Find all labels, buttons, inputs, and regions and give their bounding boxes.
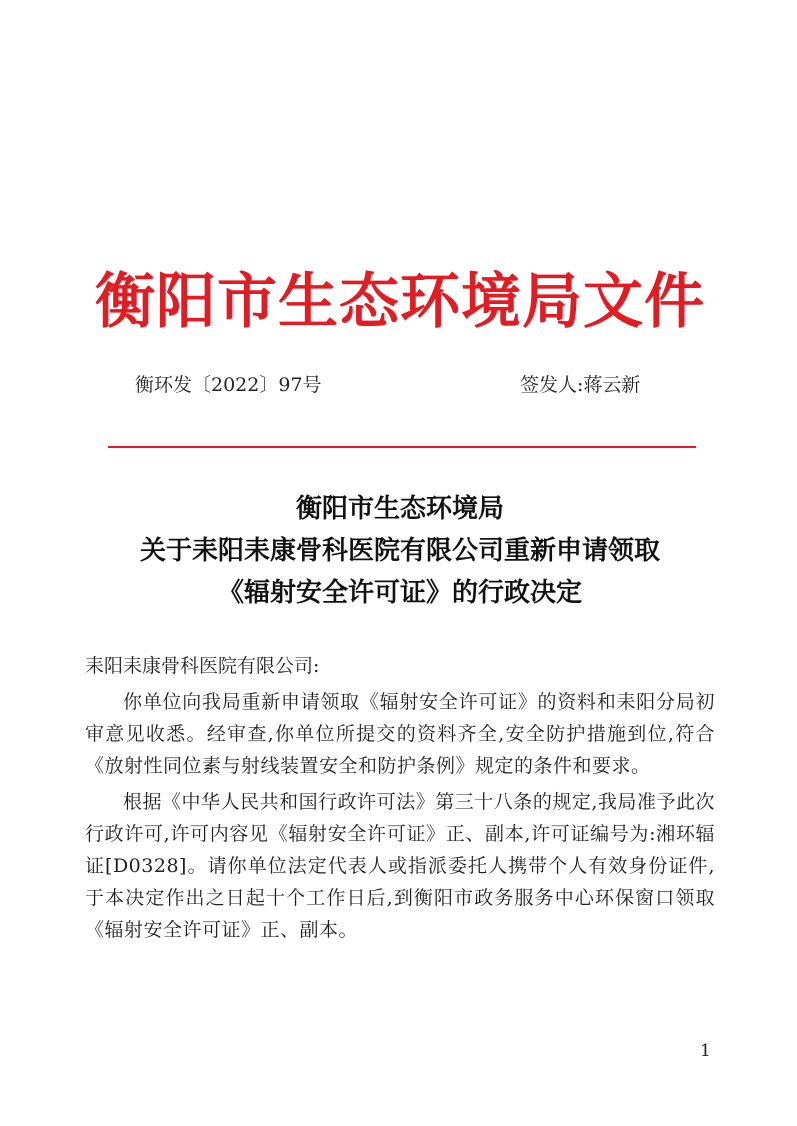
document-number: 衡环发〔2022〕97号 (135, 374, 322, 396)
page-number: 1 (700, 1041, 711, 1061)
paragraph-review: 你单位向我局重新申请领取《辐射安全许可证》的资料和耒阳分局初审意见收悉。经审查,你单位所提交的资料齐全,安全防护措施到位,符合《放射性同位素与射线装置安全和防护条例》规定的条件和要求。 (85, 691, 715, 777)
masthead-title: 衡阳市生态环境局文件 (95, 267, 705, 337)
title-line-issuer: 衡阳市生态环境局 (295, 494, 504, 524)
document-title (60, 488, 740, 614)
document-body (85, 650, 715, 950)
paragraph-decision: 根据《中华人民共和国行政许可法》第三十八条的规定,我局准予此次行政许可,许可内容见《辐射安全许可证》正、副本,许可证编号为:湘环辐证[D0328]。请你单位法定代表人或指派委托人携带个人有效身份证件,于本决定作出之日起十个工作日后,到衡阳市政务服务中心环保窗口领取《辐射安全许可证》正、副本。 (85, 791, 715, 941)
addressee: 耒阳耒康骨科医院有限公司: (85, 655, 320, 677)
title-line-decision: 《辐射安全许可证》的行政决定 (217, 578, 582, 608)
red-divider-line (108, 446, 696, 448)
signer: 签发人:蒋云新 (520, 374, 641, 396)
title-line-subject: 关于耒阳耒康骨科医院有限公司重新申请领取 (139, 536, 660, 566)
